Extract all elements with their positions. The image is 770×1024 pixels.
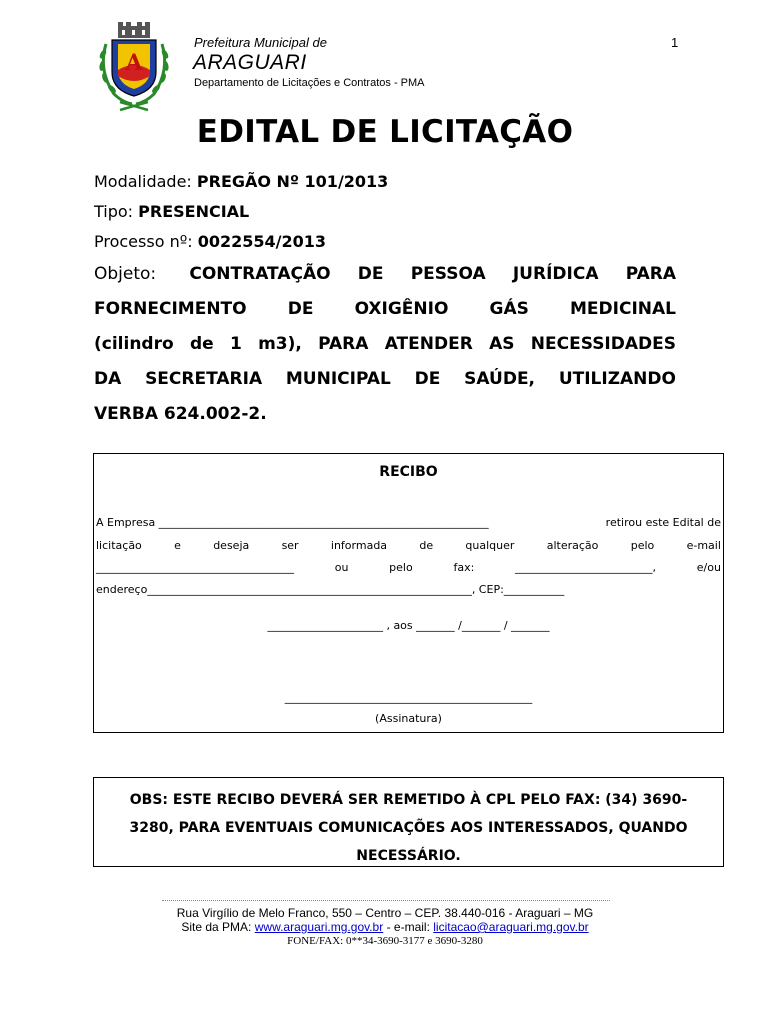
tipo-value: PRESENCIAL [138, 202, 250, 221]
tipo-line [94, 202, 249, 221]
objeto-word: SAÚDE, [464, 369, 536, 389]
recibo-line-endereco [96, 583, 721, 596]
recibo-line-licitacao [96, 539, 721, 552]
obs-line-1: OBS: ESTE RECIBO DEVERÁ SER REMETIDO À CPL PELO FAX: (34) 3690- [129, 792, 688, 808]
processo-label: Processo nº: [94, 232, 193, 251]
footer-email-link[interactable]: licitacao@araguari.mg.gov.br [433, 920, 589, 934]
recibo-word: pelo [630, 539, 655, 552]
header-city-name: ARAGUARI [193, 51, 307, 74]
objeto-word: MUNICIPAL [285, 369, 391, 389]
recibo-word: e-mail [686, 539, 721, 552]
objeto-word: m3), [258, 334, 302, 354]
page-number: 1 [671, 35, 679, 50]
objeto-block [94, 257, 676, 432]
modalidade-line [94, 172, 388, 191]
email-field[interactable]: ____________________________________ [96, 561, 294, 574]
recibo-word: informada [330, 539, 388, 552]
endereco-cep-field[interactable]: endereço___________________________________________________________, CEP:___________ [96, 583, 565, 596]
obs-box [93, 777, 724, 867]
recibo-text: retirou este Edital de [605, 516, 721, 529]
recibo-title: RECIBO [379, 464, 438, 480]
svg-text:A: A [125, 50, 143, 76]
recibo-word: alteração [546, 539, 599, 552]
recibo-date-line[interactable]: _____________________ , aos _______ /_______ / _______ [267, 619, 550, 632]
recibo-word: fax: [453, 561, 475, 574]
footer-site-link[interactable]: www.araguari.mg.gov.br [254, 920, 384, 934]
objeto-word: DA [94, 369, 122, 389]
objeto-word: de [189, 334, 214, 354]
objeto-word: (cilindro [94, 334, 174, 354]
footer-site-line [0, 920, 770, 934]
modalidade-label: Modalidade: [94, 172, 192, 191]
recibo-box [93, 453, 724, 733]
objeto-line-1 [94, 257, 676, 292]
processo-value: 0022554/2013 [197, 232, 327, 251]
objeto-line-2 [94, 292, 676, 327]
recibo-word: de [419, 539, 434, 552]
recibo-word: e [174, 539, 181, 552]
objeto-word: FORNECIMENTO [94, 299, 247, 319]
empresa-field[interactable]: A Empresa ____________________________________________________________ [96, 516, 489, 529]
signature-label: (Assinatura) [375, 712, 442, 725]
objeto-word: DE [357, 264, 384, 284]
objeto-line-3 [94, 327, 676, 362]
objeto-word: JURÍDICA [512, 264, 599, 284]
objeto-word: PARA [625, 264, 676, 284]
objeto-word: CONTRATAÇÃO [189, 264, 331, 284]
objeto-word: MEDICINAL [570, 299, 676, 319]
header-org-prefix: Prefeitura Municipal de [194, 35, 327, 50]
recibo-word: licitação [96, 539, 142, 552]
objeto-word: SECRETARIA [145, 369, 263, 389]
objeto-word: DE [414, 369, 441, 389]
obs-line-2: 3280, PARA EVENTUAIS COMUNICAÇÕES AOS INTERESSADOS, QUANDO [129, 820, 688, 836]
objeto-word: PESSOA [410, 264, 486, 284]
signature-line[interactable]: _____________________________________________ [284, 691, 533, 704]
objeto-word: OXIGÊNIO [354, 299, 449, 319]
recibo-word: qualquer [465, 539, 515, 552]
recibo-word: ser [281, 539, 299, 552]
recibo-word: ou [334, 561, 349, 574]
footer-divider [162, 900, 610, 901]
fax-field[interactable]: _________________________, [515, 561, 657, 574]
objeto-label: Objeto: [94, 264, 157, 284]
municipal-crest-logo [92, 20, 176, 112]
objeto-line-5: VERBA 624.002-2. [94, 404, 267, 424]
recibo-line-empresa [96, 516, 721, 529]
header-department: Departamento de Licitações e Contratos - PMA [194, 77, 425, 89]
footer-email-label: - e-mail: [383, 920, 434, 934]
footer-address: Rua Virgílio de Melo Franco, 550 – Centro – CEP. 38.440-016 - Araguari – MG [176, 906, 594, 920]
recibo-word: pelo [389, 561, 413, 574]
footer-phone: FONE/FAX: 0**34-3690-3177 e 3690-3280 [287, 935, 483, 947]
objeto-word: ATENDER [384, 334, 473, 354]
footer-site-label: Site da PMA: [181, 920, 255, 934]
objeto-word: AS [489, 334, 515, 354]
recibo-word: deseja [213, 539, 250, 552]
objeto-line-4 [94, 362, 676, 397]
recibo-line-email-fax [96, 561, 721, 574]
document-title: EDITAL DE LICITAÇÃO [196, 114, 574, 150]
modalidade-value: PREGÃO Nº 101/2013 [196, 172, 389, 191]
recibo-word: e/ou [696, 561, 721, 574]
tipo-label: Tipo: [94, 202, 134, 221]
obs-line-3: NECESSÁRIO. [356, 848, 461, 864]
objeto-word: GÁS [489, 299, 529, 319]
objeto-word: NECESSIDADES [530, 334, 676, 354]
objeto-word: 1 [229, 334, 242, 354]
objeto-word: UTILIZANDO [558, 369, 676, 389]
objeto-word: PARA [318, 334, 369, 354]
objeto-word: DE [287, 299, 314, 319]
processo-line [94, 232, 326, 251]
